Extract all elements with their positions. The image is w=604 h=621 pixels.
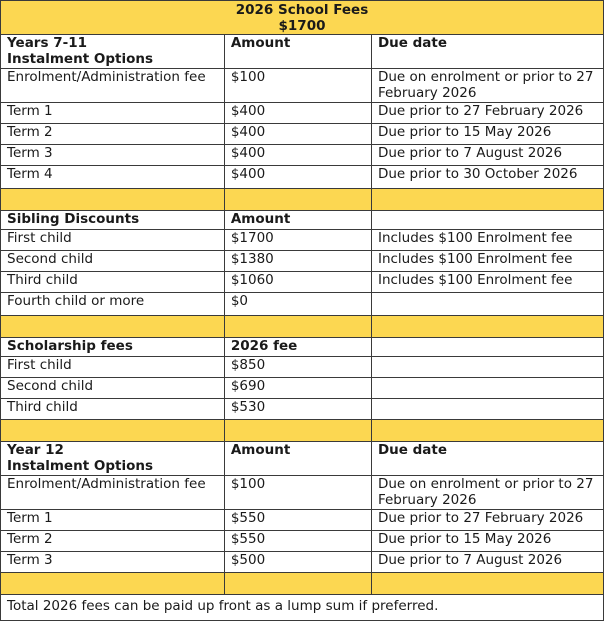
row-fee: $690: [224, 378, 371, 399]
row-amount: $550: [224, 531, 371, 552]
row-due: Due prior to 7 August 2026: [371, 552, 603, 573]
row-note: Includes $100 Enrolment fee: [371, 230, 603, 251]
row-item: Third child: [1, 272, 225, 293]
table-row: [1, 531, 604, 552]
table-row: [1, 230, 604, 251]
row-amount: $100: [224, 476, 371, 510]
row-blank: [371, 357, 603, 378]
row-item: Term 3: [1, 145, 225, 166]
table-row: [1, 510, 604, 531]
row-item: Term 1: [1, 103, 225, 124]
row-item: First child: [1, 357, 225, 378]
row-item: First child: [1, 230, 225, 251]
header-label-line2: Instalment Options: [7, 458, 153, 474]
years711-header-label: [1, 35, 225, 69]
row-amount: $400: [224, 145, 371, 166]
row-amount: $400: [224, 124, 371, 145]
scholarship-header-fee: 2026 fee: [224, 338, 371, 357]
separator-band: [1, 189, 604, 211]
year12-header-row: [1, 442, 604, 476]
row-item: Term 3: [1, 552, 225, 573]
sibling-header-amount: Amount: [224, 211, 371, 230]
row-fee: $530: [224, 399, 371, 420]
title-line-1: 2026 School Fees: [235, 2, 369, 18]
header-label-line1: Year 12: [7, 442, 64, 458]
row-due: Due prior to 15 May 2026: [371, 531, 603, 552]
separator-band: [1, 420, 604, 442]
table-row: [1, 476, 604, 510]
sibling-header-row: [1, 211, 604, 230]
row-item: Term 2: [1, 531, 225, 552]
scholarship-header-blank: [371, 338, 603, 357]
row-due: Due prior to 7 August 2026: [371, 145, 603, 166]
row-item: Enrolment/Administration fee: [1, 69, 225, 103]
row-amount: $100: [224, 69, 371, 103]
table-row: [1, 124, 604, 145]
year12-header-amount: Amount: [224, 442, 371, 476]
footer-note: Total 2026 fees can be paid up front as a lump sum if preferred.: [1, 595, 604, 621]
title-row: [1, 1, 604, 35]
row-due: Due prior to 15 May 2026: [371, 124, 603, 145]
table-title: [1, 1, 604, 35]
table-row: [1, 251, 604, 272]
row-item: Term 1: [1, 510, 225, 531]
row-amount: $500: [224, 552, 371, 573]
row-amount: $1700: [224, 230, 371, 251]
table-row: [1, 69, 604, 103]
sibling-header-blank: [371, 211, 603, 230]
row-item: Term 2: [1, 124, 225, 145]
row-item: Fourth child or more: [1, 293, 225, 316]
row-item: Second child: [1, 251, 225, 272]
scholarship-header-label: Scholarship fees: [1, 338, 225, 357]
separator-band: [1, 573, 604, 595]
table-row: [1, 293, 604, 316]
row-due: Due prior to 27 February 2026: [371, 103, 603, 124]
row-blank: [371, 399, 603, 420]
row-note: Includes $100 Enrolment fee: [371, 251, 603, 272]
year12-header-label: [1, 442, 225, 476]
separator-band: [1, 316, 604, 338]
row-amount: $550: [224, 510, 371, 531]
table-row: [1, 357, 604, 378]
table-row: [1, 166, 604, 189]
row-blank: [371, 378, 603, 399]
header-label-line2: Instalment Options: [7, 51, 153, 67]
row-amount: $400: [224, 166, 371, 189]
row-fee: $850: [224, 357, 371, 378]
row-due: Due prior to 30 October 2026: [371, 166, 603, 189]
sibling-header-label: Sibling Discounts: [1, 211, 225, 230]
table-row: [1, 103, 604, 124]
table-row: [1, 145, 604, 166]
scholarship-header-row: [1, 338, 604, 357]
footer-note-row: [1, 595, 604, 621]
table-row: [1, 552, 604, 573]
row-item: Second child: [1, 378, 225, 399]
years711-header-row: [1, 35, 604, 69]
row-item: Enrolment/Administration fee: [1, 476, 225, 510]
row-item: Third child: [1, 399, 225, 420]
row-note: Includes $100 Enrolment fee: [371, 272, 603, 293]
row-due: Due prior to 27 February 2026: [371, 510, 603, 531]
table-row: [1, 378, 604, 399]
row-amount: $1060: [224, 272, 371, 293]
title-line-2: $1700: [278, 18, 326, 34]
years711-header-amount: Amount: [224, 35, 371, 69]
header-label-line1: Years 7-11: [7, 35, 87, 51]
row-item: Term 4: [1, 166, 225, 189]
year12-header-due: Due date: [371, 442, 603, 476]
row-due: Due on enrolment or prior to 27 February 2026: [371, 69, 603, 103]
row-amount: $1380: [224, 251, 371, 272]
years711-header-due: Due date: [371, 35, 603, 69]
row-amount: $0: [224, 293, 371, 316]
row-amount: $400: [224, 103, 371, 124]
table-row: [1, 399, 604, 420]
row-due: Due on enrolment or prior to 27 February 2026: [371, 476, 603, 510]
table-row: [1, 272, 604, 293]
row-note: [371, 293, 603, 316]
